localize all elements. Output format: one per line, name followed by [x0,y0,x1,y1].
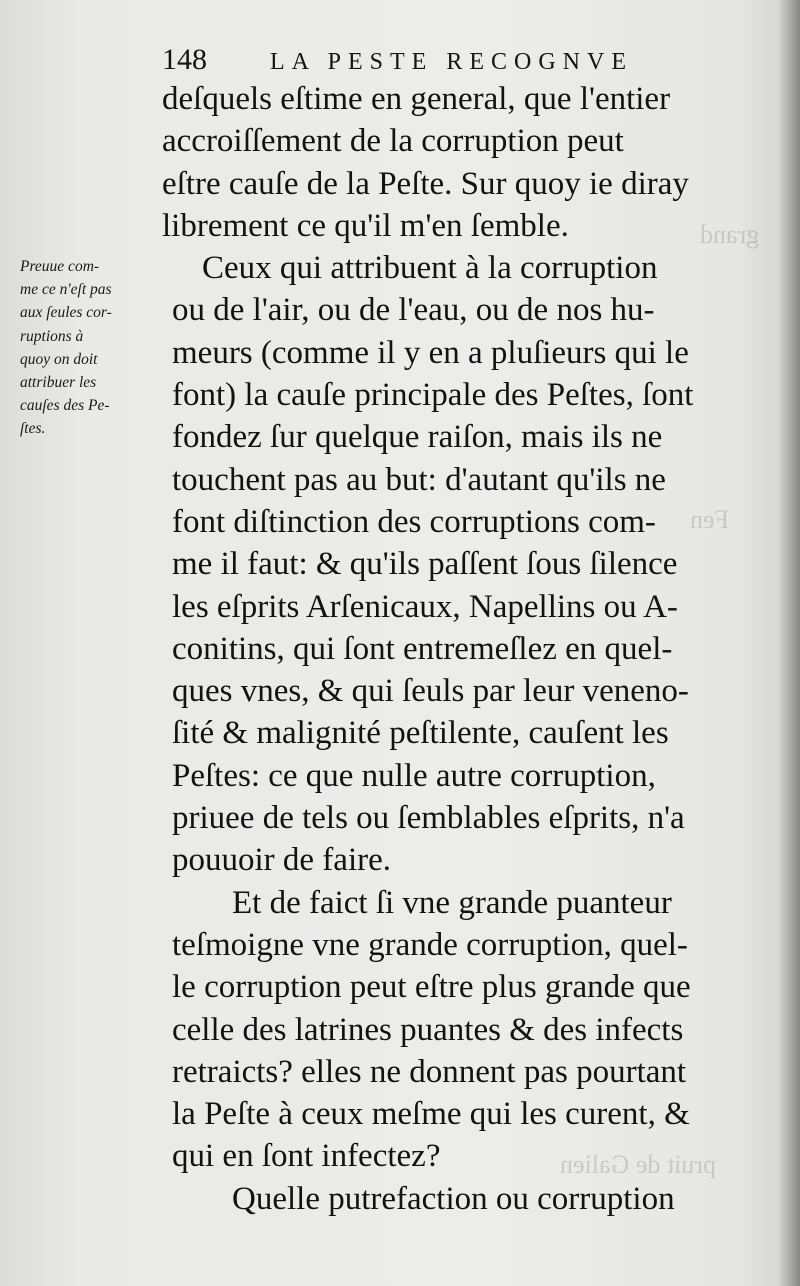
page-number: 148 [162,43,207,76]
text-line: conitins, qui ſont entremeſlez en quel- [172,630,673,667]
text-line: touchent pas au but: d'autant qu'ils ne [172,461,666,498]
marginal-note-line: attribuer les [20,373,97,391]
text-line: meurs (comme il y en a pluſieurs qui le [172,334,689,371]
text-line: ou de l'air, ou de l'eau, ou de nos hu- [172,292,655,329]
text-line: priuee de tels ou ſemblables eſprits, n'a [172,800,685,837]
text-line: le corruption peut eſtre plus grande que [172,969,691,1006]
show-through-text: grand [700,220,760,249]
paragraph-start-line: Et de faict ſi vne grande puanteur [232,884,672,921]
text-line: eſtre cauſe de la Peſte. Sur quoy ie diray [162,165,689,202]
marginal-note-line: me ce n'eſt pas [20,281,112,299]
paragraph-start-line: Quelle putrefaction ou corruption [232,1180,675,1217]
text-line: qui en ſont infectez? [172,1138,441,1175]
marginal-note-line: quoy on doit [20,350,98,368]
text-line: les eſprits Arſenicaux, Napellins ou A- [172,588,678,625]
binding-shadow [778,0,800,1286]
text-line: librement ce qu'il m'en ſemble. [162,207,569,244]
marginal-note-line: Preuue com- [20,258,100,275]
marginal-note-line: cauſes des Pe- [20,397,110,415]
text-line: Peſtes: ce que nulle autre corruption, [172,757,656,794]
show-through-text: Fen [690,505,729,534]
marginal-note-line: ruptions à [20,327,84,345]
text-line: deſquels eſtime en general, que l'entier [162,81,671,117]
text-line: accroiſſement de la corruption peut [162,123,624,160]
text-line: teſmoigne vne grande corruption, quel- [172,926,688,963]
text-line: ſité & malignité peſtilente, cauſent les [172,715,669,752]
text-line: font diſtinction des corruptions com- [172,503,656,540]
text-line: fondez ſur quelque raiſon, mais ils ne [172,419,663,456]
text-line: font) la cauſe principale des Peſtes, ſont [172,377,694,414]
paragraph-start-line: Ceux qui attribuent à la corruption [202,250,658,287]
marginal-note-line: ſtes. [20,420,46,438]
text-line: pouuoir de faire. [172,842,391,879]
marginal-note [20,255,152,441]
text-line: la Peſte à ceux meſme qui les curent, & [172,1096,690,1133]
show-through-text: pruit de Galien [560,1150,716,1179]
body-text [162,78,752,1220]
text-line: ques vnes, & qui ſeuls par leur veneno- [172,673,689,710]
text-line: me il faut: & qu'ils paſſent ſous ſilence [172,546,678,583]
running-title: LA PESTE RECOGNVE [270,49,634,75]
text-line: celle des latrines puantes & des infects [172,1011,684,1048]
marginal-note-line: aux ſeules cor- [20,304,112,322]
text-line: retraicts? elles ne donnent pas pourtant [172,1053,687,1090]
